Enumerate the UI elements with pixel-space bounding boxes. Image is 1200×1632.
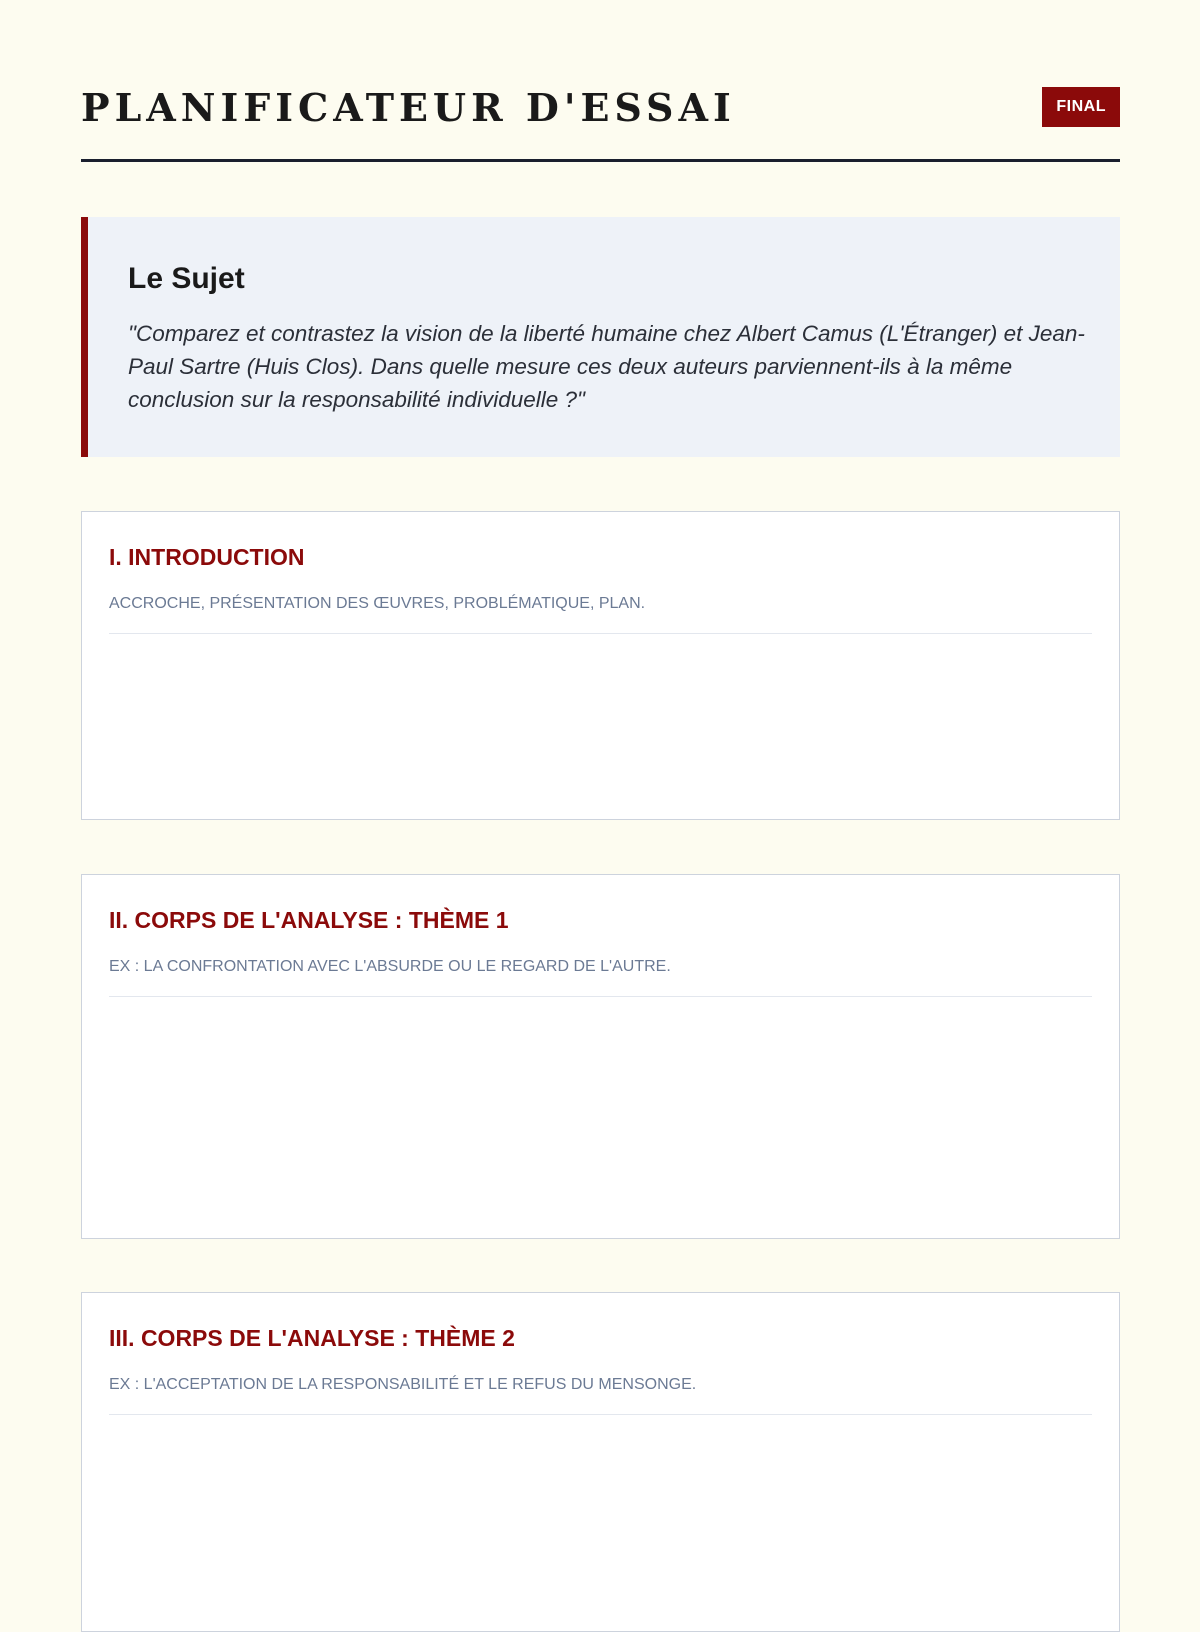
section-hint: ACCROCHE, PRÉSENTATION DES ŒUVRES, PROBLÉMATIQUE, PLAN. bbox=[109, 595, 646, 612]
section-introduction bbox=[81, 511, 1120, 820]
subject-text: "Comparez et contrastez la vision de la liberté humaine chez Albert Camus (L'Étranger) et Jean-Paul Sartre (Huis Clos). Dans quelle mesure ces deux auteurs parviennent-ils à la même conclusion sur la responsabilité individuelle ?" bbox=[128, 321, 1085, 412]
section-divider bbox=[109, 996, 1092, 997]
section-divider bbox=[109, 633, 1092, 634]
status-badge: FINAL bbox=[1042, 87, 1120, 127]
section-hint: EX : LA CONFRONTATION AVEC L'ABSURDE OU LE REGARD DE L'AUTRE. bbox=[109, 958, 671, 975]
section-hint: EX : L'ACCEPTATION DE LA RESPONSABILITÉ ET LE REFUS DU MENSONGE. bbox=[109, 1376, 697, 1393]
introduction-content-area[interactable] bbox=[109, 642, 1092, 809]
section-title: III. CORPS DE L'ANALYSE : THÈME 2 bbox=[109, 1325, 515, 1351]
theme-2-content-area[interactable] bbox=[109, 1423, 1092, 1621]
section-theme-1 bbox=[81, 874, 1120, 1239]
section-title: II. CORPS DE L'ANALYSE : THÈME 1 bbox=[109, 907, 509, 933]
theme-1-content-area[interactable] bbox=[109, 1005, 1092, 1228]
page-header bbox=[81, 0, 1120, 162]
section-title: I. INTRODUCTION bbox=[109, 544, 305, 570]
subject-heading: Le Sujet bbox=[128, 262, 245, 295]
page-title: PLANIFICATEUR D'ESSAI bbox=[81, 85, 736, 130]
essay-planner-page bbox=[81, 0, 1120, 1393]
subject-panel bbox=[81, 217, 1120, 457]
section-theme-2 bbox=[81, 1292, 1120, 1632]
section-divider bbox=[109, 1414, 1092, 1415]
